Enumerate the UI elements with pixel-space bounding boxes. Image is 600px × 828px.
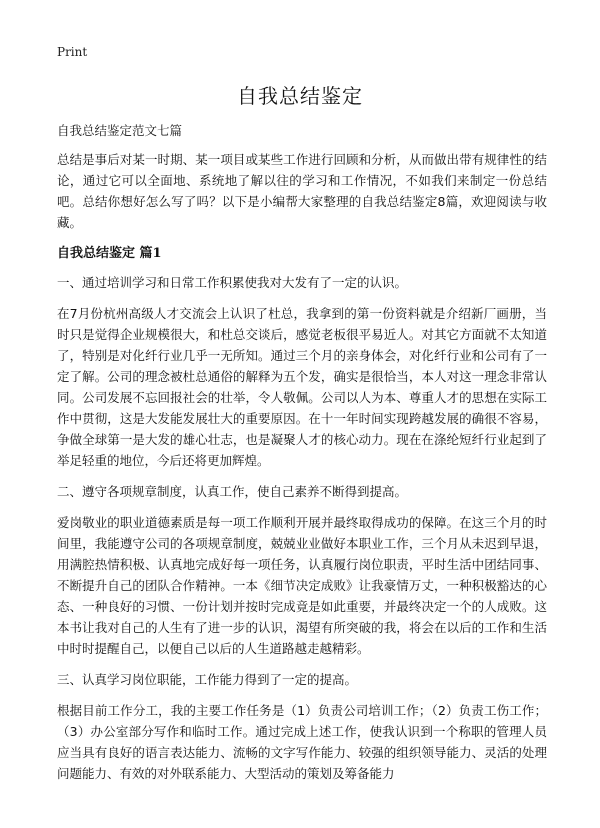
intro-paragraph: 总结是事后对某一时期、某一项目或某些工作进行回顾和分析，从而做出带有规律性的结论，通过它可以全面地、系统地了解以往的学习和工作情况，不如我们来制定一份总结吧。总结你想好怎么写了吗？以下是小编帮大家整理的自我总结鉴定8篇，欢迎阅读与收藏。 [57, 152, 547, 230]
article-subtitle: 自我总结鉴定范文七篇 [57, 123, 183, 138]
article-body [57, 120, 547, 794]
point-heading-1: 一、通过培训学习和日常工作积累使我对大发有了一定的认识。 [57, 275, 408, 290]
point-heading-3: 三、认真学习岗位职能，工作能力得到了一定的提高。 [57, 672, 358, 687]
body-paragraph-1: 在7月份杭州高级人才交流会上认识了杜总，我拿到的第一份资料就是介绍新厂画册，当时只是觉得企业规模很大，和杜总交谈后，感觉老板很平易近人。对其它方面就不太知道了，特别是对化纤行业几乎一无所知。通过三个月的亲身体会，对化纤行业和公司有了一定了解。公司的理念被杜总通俗的解释为五个发，确实是很恰当，本人对这一理念非常认同。公司发展不忘回报社会的壮举，令人敬佩。公司以人为本、尊重人才的思想在实际工作中贯彻，这是大发能发展壮大的重要原因。在十一年时间实现跨越发展的确很不容易，争做全球第一是大发的雄心壮志，也是凝聚人才的核心动力。现在在涤纶短纤行业起到了举足轻重的地位，今后还将更加辉煌。 [57, 306, 547, 468]
print-link[interactable]: Print [57, 45, 88, 59]
section-heading: 自我总结鉴定 篇1 [57, 246, 162, 261]
body-paragraph-2: 爱岗敬业的职业道德素质是每一项工作顺利开展并最终取得成功的保障。在这三个月的时间里，我能遵守公司的各项规章制度，兢兢业业做好本职业工作，三个月从未迟到早退，用满腔热情积极、认真地完成好每一项任务，认真履行岗位职责，平时生活中团结同事、不断提升自己的团队合作精神。一本《细节决定成败》让我豪情万丈，一种积极豁达的心态、一种良好的习惯、一份计划并按时完成竟是如此重要，并最终决定一个的人成败。这本书让我对自己的人生有了进一步的认识，渴望有所突破的我，将会在以后的工作和生活中时时提醒自己，以便自己以后的人生道路越走越精彩。 [57, 515, 547, 656]
body-paragraph-3: 根据目前工作分工，我的主要工作任务是（1）负责公司培训工作；（2）负责工伤工作；（3）办公室部分写作和临时工作。通过完成上述工作，使我认识到一个称职的管理人员应当具有良好的语言表达能力、流畅的文字写作能力、较强的组织领导能力、灵活的处理问题能力、有效的对外联系能力、大型活动的策划及筹备能力 [57, 703, 547, 781]
point-heading-2: 二、遵守各项规章制度，认真工作，使自己素养不断得到提高。 [57, 484, 408, 499]
page-title: 自我总结鉴定 [237, 84, 363, 108]
